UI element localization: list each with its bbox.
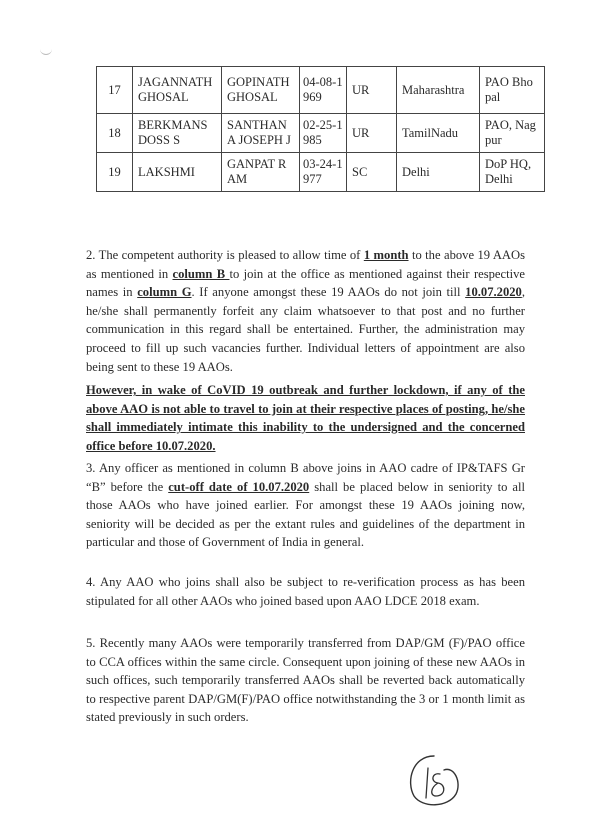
cutoff-date-emphasis: cut-off date of 10.07.2020	[168, 479, 310, 494]
state-cell: Delhi	[397, 153, 480, 192]
para2-text: , he/she shall permanently forfeit any claim whatsoever to that post and no further communication in this regard shall be entertained. Further, the administration may proceed to fill up such vacancies further. Individual letters of appointment are also being sent to these 19 AAOs.	[86, 285, 525, 374]
covid-notice	[86, 381, 525, 455]
father-name-cell: SANTHAN A JOSEPH J	[222, 114, 300, 153]
dob-cell: 03-24-1977	[300, 153, 347, 192]
scan-mark	[40, 48, 52, 55]
state-cell: Maharashtra	[397, 67, 480, 114]
office-cell: PAO, Nagpur	[480, 114, 545, 153]
para3-text: 3. Any officer as mentioned in column B above joins in AAO cadre of IP&TAFS Gr “B” before the	[86, 461, 525, 494]
name-cell: JAGANNATH GHOSAL	[133, 67, 222, 114]
deadline-emphasis: 10.07.2020	[465, 285, 522, 300]
serial-number-cell: 17	[97, 67, 133, 114]
covid-notice-text: However, in wake of CoVID 19 outbreak and further lockdown, if any of the above AAO is not able to travel to join at their respective places of posting, he/she shall immediately intimate this inability to the undersigned and the concerned office before 10.07.2020.	[86, 383, 525, 453]
para3-text: shall be placed below in seniority to all those AAOs who have joined earlier. For amongst these 19 AAOs joining now, seniority will be decided as per the extant rules and guidelines of the department in particular and those of Government of India in general.	[86, 479, 526, 550]
table-row	[97, 114, 545, 153]
state-cell: TamilNadu	[397, 114, 480, 153]
paragraph-2	[86, 246, 525, 376]
joining-period-emphasis: 1 month	[363, 248, 409, 262]
category-cell: SC	[347, 153, 397, 192]
category-cell: UR	[347, 67, 397, 114]
paragraph-5	[86, 634, 525, 727]
father-name-cell: GOPINATH GHOSAL	[222, 67, 300, 114]
table-row	[97, 67, 545, 114]
name-cell: BERKMANS DOSS S	[133, 114, 222, 153]
dob-cell: 02-25-1985	[300, 114, 347, 153]
para5-text: 5. Recently many AAOs were temporarily transferred from DAP/GM (F)/PAO office to CCA offices within the same circle. Consequent upon joining of these new AAOs in such offices, such temporarily transferred AAOs shall be reverted back automatically to respective parent DAP/GM(F)/PAO office notwithstanding the 3 or 1 month limit as stated previously in such orders.	[86, 636, 525, 725]
aao-allotment-table	[96, 66, 545, 192]
office-cell: DoP HQ, Delhi	[480, 153, 545, 192]
column-g-emphasis: column G	[137, 285, 192, 300]
para2-text: . If anyone amongst these 19 AAOs do not join till	[191, 285, 466, 300]
category-cell: UR	[347, 114, 397, 153]
serial-number-cell: 18	[97, 114, 133, 153]
office-cell: PAO Bhopal	[480, 67, 545, 114]
paragraph-3	[86, 459, 525, 552]
para2-text: to the above 19 AAOs as mentioned in	[86, 248, 526, 281]
para2-text: 2. The competent authority is pleased to allow time of	[86, 248, 364, 262]
dob-cell: 04-08-1969	[300, 67, 347, 114]
paragraph-4	[86, 573, 525, 610]
para2-text: to join at the office as mentioned against their respective names in	[86, 266, 525, 300]
column-b-emphasis: column B	[172, 266, 230, 281]
serial-number-cell: 19	[97, 153, 133, 192]
name-cell: LAKSHMI	[133, 153, 222, 192]
table-row	[97, 153, 545, 192]
para4-text: 4. Any AAO who joins shall also be subject to re-verification process as has been stipulated for all other AAOs who joined based upon AAO LDCE 2018 exam.	[86, 575, 525, 608]
signature-initials	[404, 752, 464, 810]
father-name-cell: GANPAT RAM	[222, 153, 300, 192]
